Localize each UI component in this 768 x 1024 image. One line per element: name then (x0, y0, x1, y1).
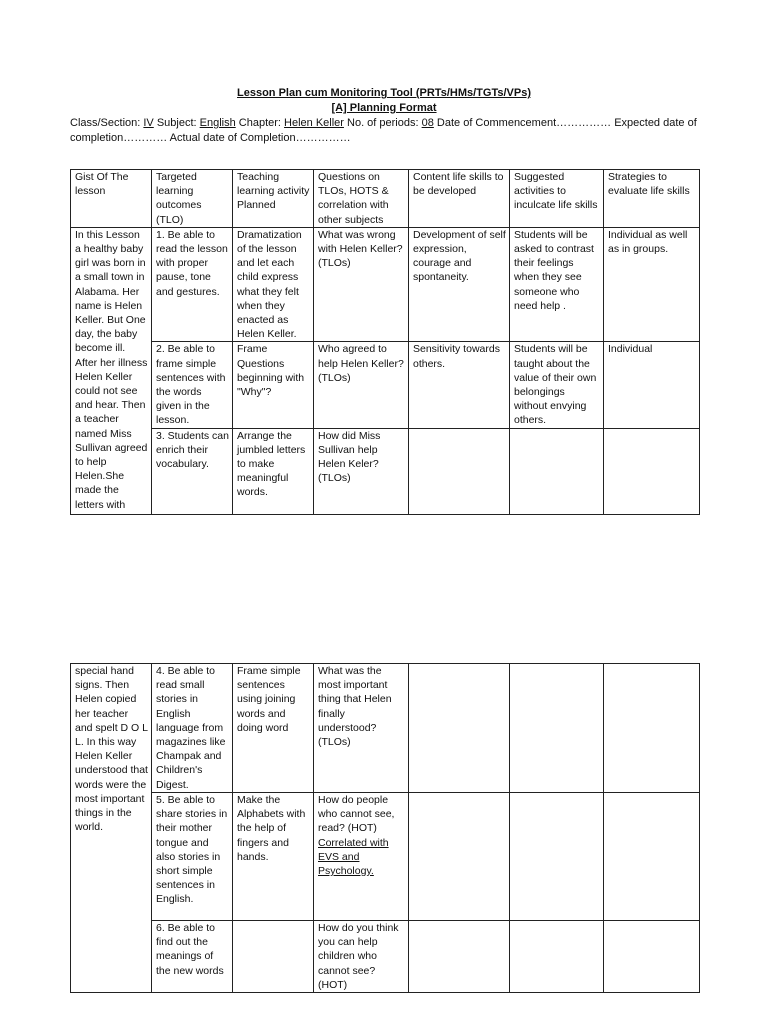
skills-cell: Sensitivity towards others. (409, 342, 510, 428)
strategy-cell (604, 664, 700, 793)
class-value: IV (143, 117, 154, 129)
suggested-cell: Students will be taught about the value of their own belongings without envying others. (510, 342, 604, 428)
subject-label: Subject: (153, 117, 200, 129)
activity-cell: Make the Alphabets with the help of fingers and hands. (233, 793, 314, 921)
chapter-value: Helen Keller (284, 117, 344, 129)
suggested-cell (510, 428, 604, 514)
suggested-cell (510, 664, 604, 793)
suggested-cell (510, 921, 604, 993)
activity-cell: Dramatization of the lesson and let each child express what they felt when they enacted as Helen Keller. (233, 227, 314, 342)
header-life-skills: Content life skills to be developed (409, 170, 510, 228)
gist-cell: In this Lesson a healthy baby girl was born in a small town in Alabama. Her name is Helen Keller. But One day, the baby become ill. After her illness Helen Keller could not see and hear. Then a teacher named Miss Sullivan agreed to help Helen.She made the letters with (71, 227, 152, 514)
question-text: How do people who cannot see, read? (HOT) (318, 794, 395, 835)
skills-cell (409, 428, 510, 514)
correlation-text: Correlated with EVS and Psychology. (318, 836, 389, 878)
question-text: How do you think you can help children who cannot see? (HOT) (318, 922, 399, 991)
tlo-cell: 3. Students can enrich their vocabulary. (152, 428, 233, 514)
strategy-cell (604, 921, 700, 993)
question-cell (314, 793, 409, 921)
header-questions: Questions on TLOs, HOTS & correlation with other subjects (314, 170, 409, 228)
table-row (71, 342, 700, 428)
strategy-cell: Individual as well as in groups. (604, 227, 700, 342)
header-suggested-activities: Suggested activities to inculcate life skills (510, 170, 604, 228)
chapter-label: Chapter: (235, 117, 285, 129)
strategy-cell (604, 428, 700, 514)
table-header-row (71, 170, 700, 228)
document-title: Lesson Plan cum Monitoring Tool (PRTs/HMs/TGTs/VPs) (237, 87, 531, 99)
table-row (71, 921, 700, 993)
skills-cell (409, 664, 510, 793)
activity-cell (233, 921, 314, 993)
skills-cell (409, 921, 510, 993)
question-cell: How did Miss Sullivan help Helen Keler? (TLOs) (314, 428, 409, 514)
tlo-cell: 5. Be able to share stories in their mother tongue and also stories in short simple sentences in English. (152, 793, 233, 921)
question-cell: What was wrong with Helen Keller? (TLOs) (314, 227, 409, 342)
document-meta (70, 116, 700, 145)
header-gist: Gist Of The lesson (71, 170, 152, 228)
strategy-cell: Individual (604, 342, 700, 428)
dates-text: Date of Commencement…………… Expected date of completion………… Actual date of Completion…………… (70, 117, 697, 144)
table-row (71, 664, 700, 793)
table-row (71, 428, 700, 514)
gist-cell: special hand signs. Then Helen copied her teacher and spelt D O L L. In this way Helen Keller understood that words were the most important things in the world. (71, 664, 152, 993)
skills-cell: Development of self expression, courage and spontaneity. (409, 227, 510, 342)
subject-value: English (199, 117, 236, 129)
activity-cell: Frame simple sentences using joining words and doing word (233, 664, 314, 793)
header-tlo: Targeted learning outcomes (TLO) (152, 170, 233, 228)
question-cell: Who agreed to help Helen Keller? (TLOs) (314, 342, 409, 428)
question-cell (314, 921, 409, 993)
tlo-cell: 6. Be able to find out the meanings of the new words (152, 921, 233, 993)
suggested-cell: Students will be asked to contrast their feelings when they see someone who need help . (510, 227, 604, 342)
periods-label: No. of periods: (343, 117, 422, 129)
skills-cell (409, 793, 510, 921)
question-cell (314, 664, 409, 793)
lesson-plan-table-2 (70, 663, 700, 993)
tlo-cell: 1. Be able to read the lesson with proper pause, tone and gestures. (152, 227, 233, 342)
lesson-plan-table-1 (70, 169, 700, 515)
question-text: What was the most important thing that Helen finally understood? (TLOs) (318, 665, 392, 749)
tlo-cell: 2. Be able to frame simple sentences with the words given in the lesson. (152, 342, 233, 428)
periods-value: 08 (421, 117, 434, 129)
suggested-cell (510, 793, 604, 921)
header-strategies: Strategies to evaluate life skills (604, 170, 700, 228)
header-activity: Teaching learning activity Planned (233, 170, 314, 228)
strategy-cell (604, 793, 700, 921)
document-subtitle: [A] Planning Format (331, 102, 437, 114)
table-row (71, 227, 700, 342)
table-row (71, 793, 700, 921)
activity-cell: Frame Questions beginning with "Why"? (233, 342, 314, 428)
activity-cell: Arrange the jumbled letters to make meaningful words. (233, 428, 314, 514)
tlo-cell: 4. Be able to read small stories in English language from magazines like Champak and Children's Digest. (152, 664, 233, 793)
class-label: Class/Section: (70, 117, 144, 129)
